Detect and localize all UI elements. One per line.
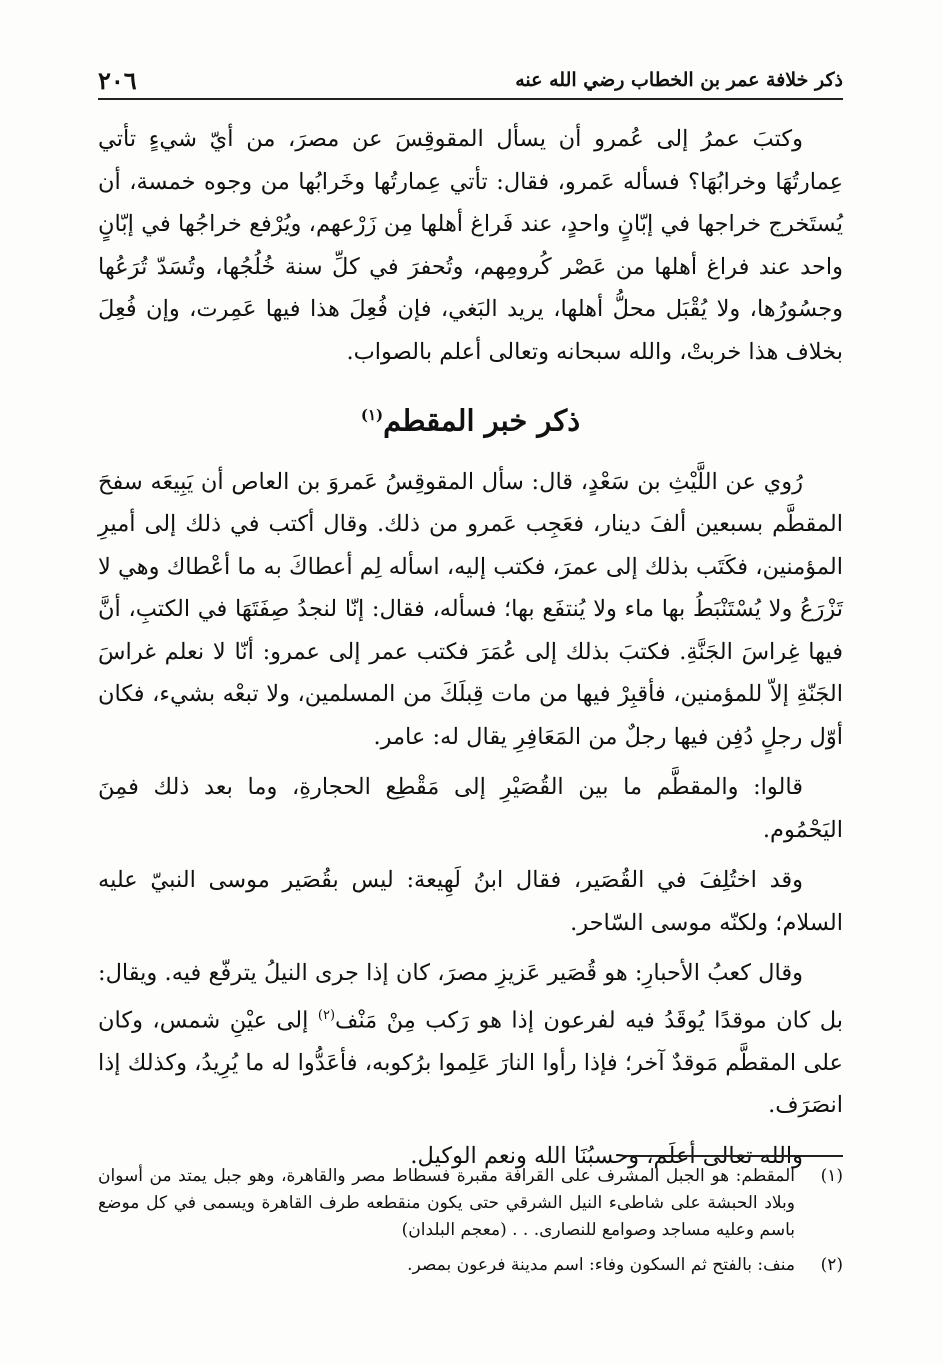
footnote-2: [98, 1252, 843, 1279]
paragraph-kaab-part2: إلى عيْنِ شمس، وكان على المقطَّم مَوقدٌ آخر؛ فإذا رأوا النارَ عَلِموا برُكوبه، فأعَدُّوا له ما يُرِيدُ، وكذلك إذا انصَرَف.: [98, 1007, 843, 1119]
main-text: [98, 118, 843, 1177]
footnote-divider: [623, 1155, 843, 1157]
paragraph-muqattam-story: رُوي عن اللَّيْثِ بن سَعْدٍ، قال: سأل المقوقِسُ عَمروَ بن العاص أن يَبِيعَه سفحَ المقطَّم بسبعين ألفَ دينار، فعَجِب عَمرو من ذلك. وقال أكتب في ذلك إلى أميرِ المؤمنين، فكَتَب بذلك إلى عمرَ، فكتب إليه، اسأله لِم أعطاكَ به ما أعْطاك وهي لا تَزْرَعُ ولا يُسْتَنْبَطُ بها ماء ولا يُنتفَع بها؛ فسأله، فقال: إنّا لنجدُ صِفَتَهَا في الكتبِ، أنَّ فيها غِراسَ الجَنَّةِ. فكتبَ بذلك إلى عُمَرَ فكتب عمر إلى عمرو: أنّا لا نعلم غراسَ الجَنّةِ إلاّ للمؤمنين، فأقبِرْ فيها من مات قِبلَكَ من المسلمين، ولا تبعْه بشيء، فكان أوّل رجلٍ دُفِن فيها رجلٌ من المَعَافِرِ يقال له: عامر.: [98, 468, 843, 750]
section-heading: [98, 395, 843, 441]
paragraph-closing: والله تعالى أعلَم، وحسبُنَا الله ونعم الوكيل.: [410, 1142, 803, 1169]
page-header: [98, 62, 843, 100]
footnote-ref-2[interactable]: (٢): [317, 1007, 336, 1023]
page-number: ٢٠٦: [98, 65, 137, 95]
footnote-1-number: (١): [820, 1166, 843, 1186]
footnotes: [98, 1163, 843, 1287]
paragraph-kaab-part1: وقال كعبُ الأحبارِ: هو قُصَير عَزيزِ مصرَ، كان إذا جرى النيلُ يترفّع فيه. ويقال: بل كان موقدًا يُوقَدُ فيه لفرعون إذا هو رَكب مِنْ مَنْف: [98, 960, 843, 1034]
section-heading-text: ذكر خبر المقطم: [383, 403, 581, 438]
footnote-ref-1[interactable]: (١): [360, 406, 384, 424]
paragraph-muqattam-extent: قالوا: والمقطَّم ما بين القُصَيْرِ إلى مَقْطِع الحجارةِ، وما بعد ذلك فمِنَ اليَحْمُوم.: [98, 774, 843, 843]
paragraph-kaab: [98, 952, 843, 1127]
paragraph-caliph-letter: وكتبَ عمرُ إلى عُمرو أن يسأل المقوقِسَ عن مصرَ، من أيّ شيءٍ تأتي عِمارتُهَا وخرابُهَا؟ فسأله عَمرو، فقال: تأتي عِمارتُها وخَرابُها من وجوه خمسة، أن يُستَخرج خراجها في إبّانٍ واحدٍ، عند فَراغ أهلها مِن زَرْعهم، ويُرْفع خراجُها في إبّانٍ واحد عند فراغ أهلها من عَصْر كُرومِهم، وتُحفرَ في كلِّ سنة خُلُجُها، وتُسَدّ تُرَعُها وجسُورُها، ولا يُقْبَل محلُّ أهلها، يريد البَغي، فإن فُعِلَ هذا فيها عَمِرت، وإن فُعِلَ بخلاف هذا خربتْ، والله سبحانه وتعالى أعلم بالصواب.: [98, 126, 843, 365]
footnote-2-number: (٢): [820, 1255, 843, 1275]
footnote-2-text: منف: بالفتح ثم السكون وفاء: اسم مدينة فرعون بمصر.: [407, 1255, 795, 1275]
footnote-1-text: المقطم: هو الجبل المشرف على القرافة مقبرة فسطاط مصر والقاهرة، وهو جبل يمتد من أسوان وبلاد الحبشة على شاطىء النيل الشرقي حتى يكون منقطعه طرف القاهرة ويسمى في كل موضع باسم وعليه مساجد وصوامع للنصارى. . . (معجم البلدان): [98, 1166, 795, 1240]
running-title: ذكر خلافة عمر بن الخطاب رضي الله عنه: [515, 69, 843, 91]
paragraph-qusayr: وقد اختُلِفَ في القُصَير، فقال ابنُ لَهِيعة: ليس بقُصَير موسى النبيّ عليه السلام؛ ولكنّه موسى السّاحر.: [98, 867, 843, 936]
footnote-1: [98, 1163, 843, 1244]
